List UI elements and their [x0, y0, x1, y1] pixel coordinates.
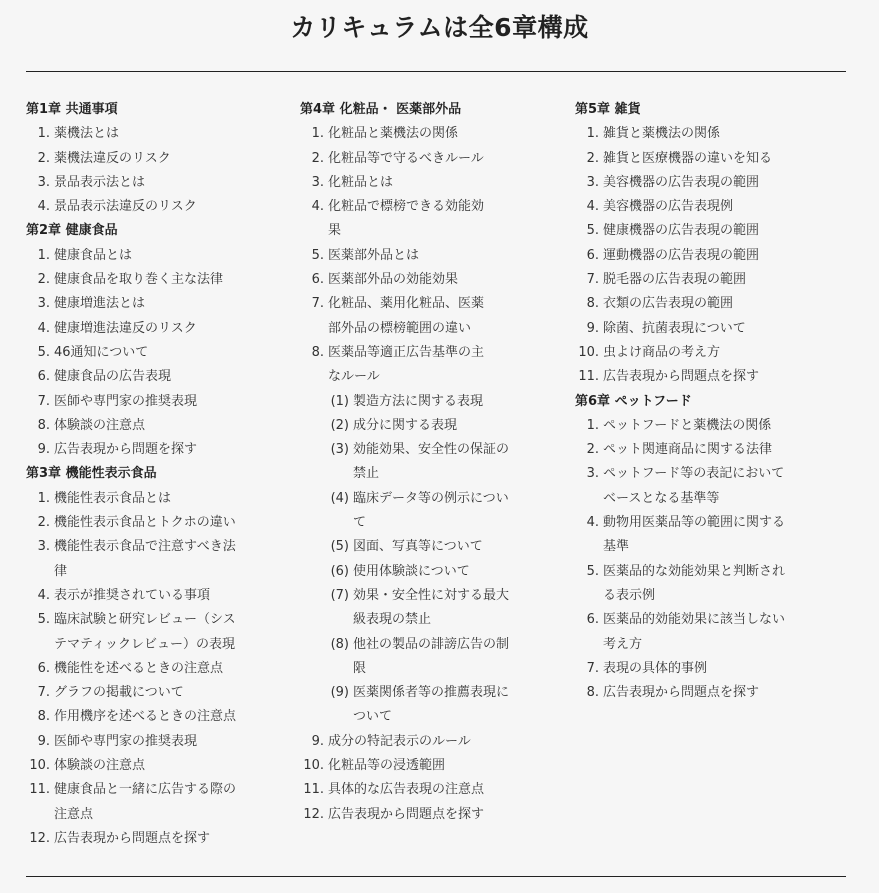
item-number: 4.: [37, 199, 50, 215]
list-item: [300, 730, 520, 754]
sub-item-label: 使用体験談について: [353, 563, 470, 579]
item-label: 除菌、抗菌表現について: [603, 320, 746, 336]
list-item: [300, 195, 520, 244]
list-item: [26, 390, 271, 414]
sub-list-item: [300, 584, 520, 633]
item-number: 4.: [37, 320, 50, 336]
item-number: 4.: [37, 587, 50, 603]
item-label: グラフの掲載について: [54, 685, 184, 701]
item-number: 6.: [37, 369, 50, 385]
item-label: 機能性を述べるときの注意点: [54, 660, 224, 676]
item-label: 広告表現から問題点を探す: [328, 806, 485, 822]
list-item: [575, 122, 795, 146]
item-label: 医師や専門家の推奨表現: [54, 733, 198, 749]
item-label: 化粧品で標榜できる効能効果: [328, 199, 485, 239]
item-number: 1.: [586, 126, 599, 142]
sub-item-label: 図面、写真等について: [353, 539, 483, 555]
item-label: ペットフードと薬機法の関係: [603, 417, 772, 433]
item-label: 健康増進法違反のリスク: [54, 320, 197, 336]
item-number: 11.: [29, 782, 50, 798]
list-item: [26, 195, 271, 219]
item-number: 1.: [37, 126, 50, 142]
item-label: 健康食品の広告表現: [54, 369, 172, 385]
item-number: 3.: [586, 466, 599, 482]
item-number: 2.: [37, 150, 50, 166]
item-label: 表現の具体的事例: [603, 660, 708, 676]
chapter-title: 第1章 共通事項: [26, 102, 118, 117]
item-number: 10.: [303, 758, 324, 774]
item-number: 8.: [311, 344, 324, 360]
item-number: 5.: [37, 344, 50, 360]
item-label: 臨床試験と研究レビュー（システマティックレビュー）の表現: [54, 612, 236, 652]
item-number: 2.: [37, 272, 50, 288]
top-divider: [26, 71, 846, 72]
item-label: 衣類の広告表現の範囲: [603, 296, 734, 312]
list-item: [300, 122, 520, 146]
item-number: 3.: [311, 174, 324, 190]
item-number: 7.: [37, 685, 50, 701]
sub-list-item: [300, 438, 520, 487]
item-label: 景品表示法とは: [54, 174, 146, 190]
list-item: [26, 608, 271, 657]
list-item: [26, 511, 271, 535]
list-item: [26, 244, 271, 268]
sub-item-number: (3): [330, 442, 349, 458]
list-item: [26, 171, 271, 195]
list-item: [26, 754, 271, 778]
item-number: 5.: [586, 563, 599, 579]
list-item: [300, 778, 520, 802]
item-number: 6.: [311, 272, 324, 288]
list-item: [300, 244, 520, 268]
item-label: 健康機器の広告表現の範囲: [603, 223, 760, 239]
list-item: [575, 438, 795, 462]
item-label: 運動機器の広告表現の範囲: [603, 247, 760, 263]
sub-list-item: [300, 633, 520, 682]
list-item: [26, 535, 271, 584]
sub-list-item: [300, 560, 520, 584]
list-item: [300, 292, 520, 341]
item-label: 体験談の注意点: [54, 417, 146, 433]
list-item: [26, 705, 271, 729]
list-item: [26, 778, 271, 827]
item-number: 8.: [586, 685, 599, 701]
item-label: 化粧品と薬機法の関係: [328, 126, 459, 142]
item-label: 美容機器の広告表現の範囲: [603, 174, 760, 190]
list-item: [26, 341, 271, 365]
list-item: [26, 414, 271, 438]
list-item: [26, 657, 271, 681]
sub-list-item: [300, 414, 520, 438]
item-number: 7.: [586, 272, 599, 288]
item-number: 9.: [37, 733, 50, 749]
item-label: 美容機器の広告表現例: [603, 199, 734, 215]
sub-list-item: [300, 681, 520, 730]
item-number: 6.: [586, 247, 599, 263]
list-item: [26, 268, 271, 292]
list-item: [575, 195, 795, 219]
item-label: 医薬部外品とは: [328, 247, 420, 263]
item-number: 10.: [578, 344, 599, 360]
item-label: 健康食品を取り巻く主な法律: [54, 272, 224, 288]
sub-item-number: (9): [330, 685, 349, 701]
item-number: 4.: [586, 199, 599, 215]
item-number: 8.: [586, 296, 599, 312]
item-label: 46通知について: [54, 344, 149, 360]
item-label: 機能性表示食品とは: [54, 490, 172, 506]
list-item: [575, 341, 795, 365]
item-label: 健康食品とは: [54, 247, 133, 263]
item-number: 5.: [586, 223, 599, 239]
list-item: [575, 462, 795, 511]
list-item: [26, 292, 271, 316]
item-number: 8.: [37, 709, 50, 725]
list-item: [300, 803, 520, 827]
item-number: 7.: [586, 660, 599, 676]
item-number: 8.: [37, 417, 50, 433]
item-number: 5.: [311, 247, 324, 263]
item-number: 12.: [29, 830, 50, 846]
item-label: 具体的な広告表現の注意点: [328, 782, 485, 798]
list-item: [575, 171, 795, 195]
item-label: 医薬部外品の効能効果: [328, 272, 459, 288]
list-item: [575, 147, 795, 171]
item-label: 化粧品等で守るべきルール: [328, 150, 484, 166]
list-item: [300, 171, 520, 195]
chapter-title: 第6章 ペットフード: [575, 393, 692, 409]
list-item: [575, 657, 795, 681]
item-label: 雑貨と薬機法の関係: [603, 126, 721, 142]
sub-list-item: [300, 535, 520, 559]
item-label: 作用機序を述べるときの注意点: [54, 709, 237, 725]
list-item: [26, 827, 271, 851]
curriculum-column-1: [26, 98, 271, 851]
chapter-title: 第2章 健康食品: [26, 223, 118, 239]
list-item: [575, 560, 795, 609]
item-label: 脱毛器の広告表現の範囲: [603, 272, 747, 288]
list-item: [300, 147, 520, 171]
sub-item-number: (4): [330, 490, 349, 506]
item-number: 1.: [586, 417, 599, 433]
list-item: [575, 681, 795, 705]
item-label: 医薬品的な効能効果と判断される表示例: [603, 563, 786, 603]
item-label: 医薬品的効能効果に該当しない考え方: [603, 612, 786, 652]
list-item: [575, 365, 795, 389]
list-item: [26, 438, 271, 462]
item-label: 薬機法違反のリスク: [54, 150, 171, 166]
sub-list-item: [300, 487, 520, 536]
chapter-title: 第5章 雑貨: [575, 102, 641, 117]
sub-item-label: 臨床データ等の例示について: [353, 490, 509, 531]
item-label: 化粧品等の浸透範囲: [328, 758, 446, 774]
item-number: 3.: [37, 296, 50, 312]
item-label: 広告表現から問題点を探す: [54, 830, 211, 846]
list-item: [26, 681, 271, 705]
curriculum-column-2: [300, 98, 520, 827]
item-number: 1.: [37, 490, 50, 506]
item-number: 1.: [37, 247, 50, 263]
item-label: 広告表現から問題点を探す: [603, 369, 760, 385]
item-label: 景品表示法違反のリスク: [54, 199, 197, 215]
item-number: 1.: [311, 126, 324, 142]
item-label: 健康食品と一緒に広告する際の注意点: [54, 782, 237, 822]
item-number: 4.: [311, 199, 324, 215]
item-label: 健康増進法とは: [54, 296, 146, 312]
sub-item-label: 他社の製品の誹謗広告の制限: [353, 636, 510, 676]
item-label: 薬機法とは: [54, 126, 120, 142]
item-number: 7.: [311, 296, 324, 312]
item-number: 10.: [29, 758, 50, 774]
list-item: [26, 122, 271, 146]
sub-item-number: (5): [330, 539, 349, 555]
item-label: 雑貨と医療機器の違いを知る: [603, 150, 773, 166]
item-label: 虫よけ商品の考え方: [603, 344, 721, 360]
bottom-divider: [26, 876, 846, 877]
item-label: 化粧品とは: [328, 174, 394, 190]
sub-item-label: 製造方法に関する表現: [353, 393, 484, 409]
list-item: [26, 317, 271, 341]
sub-item-number: (1): [330, 393, 349, 409]
list-item: [575, 511, 795, 560]
sub-item-label: 医薬関係者等の推薦表現について: [353, 685, 510, 725]
item-label: 機能性表示食品とトクホの違い: [54, 515, 236, 531]
item-number: 7.: [37, 393, 50, 409]
item-number: 2.: [586, 150, 599, 166]
sub-item-number: (7): [330, 587, 349, 603]
list-item: [575, 219, 795, 243]
list-item: [26, 147, 271, 171]
item-label: 広告表現から問題点を探す: [603, 685, 760, 701]
chapter-title: 第4章 化粧品・ 医薬部外品: [300, 102, 462, 117]
item-number: 5.: [37, 612, 50, 628]
item-label: 表示が推奨されている事項: [54, 587, 211, 603]
item-number: 12.: [303, 806, 324, 822]
item-label: 化粧品、薬用化粧品、医薬部外品の標榜範囲の違い: [328, 296, 485, 336]
item-number: 2.: [37, 515, 50, 531]
item-number: 2.: [311, 150, 324, 166]
item-label: 動物用医薬品等の範囲に関する基準: [603, 515, 786, 555]
list-item: [26, 365, 271, 389]
list-item: [26, 730, 271, 754]
item-number: 9.: [311, 733, 324, 749]
list-item: [575, 608, 795, 657]
list-item: [575, 292, 795, 316]
item-number: 4.: [586, 515, 599, 531]
item-label: 医師や専門家の推奨表現: [54, 393, 198, 409]
item-label: 成分の特記表示のルール: [328, 733, 471, 749]
item-label: 機能性表示食品で注意すべき法律: [54, 539, 236, 579]
list-item: [575, 414, 795, 438]
item-label: ペット関連商品に関する法律: [603, 442, 773, 458]
item-number: 9.: [37, 442, 50, 458]
item-label: 医薬品等適正広告基準の主なルール: [328, 344, 485, 385]
item-number: 9.: [586, 320, 599, 336]
list-item: [300, 341, 520, 390]
list-item: [300, 268, 520, 292]
sub-item-label: 効果・安全性に対する最大級表現の禁止: [353, 587, 510, 628]
item-number: 6.: [586, 612, 599, 628]
list-item: [26, 487, 271, 511]
item-label: ペットフード等の表記においてベースとなる基準等: [603, 466, 785, 506]
list-item: [575, 317, 795, 341]
sub-item-label: 効能効果、安全性の保証の禁止: [353, 442, 510, 482]
item-number: 3.: [37, 174, 50, 190]
sub-item-number: (6): [330, 563, 349, 579]
item-label: 体験談の注意点: [54, 758, 146, 774]
item-number: 11.: [578, 369, 599, 385]
sub-item-number: (2): [330, 417, 349, 433]
item-number: 3.: [586, 174, 599, 190]
item-number: 6.: [37, 660, 50, 676]
list-item: [26, 584, 271, 608]
item-number: 3.: [37, 539, 50, 555]
page-title: カリキュラムは全6章構成: [290, 13, 589, 42]
item-number: 11.: [303, 782, 324, 798]
item-number: 2.: [586, 442, 599, 458]
list-item: [300, 754, 520, 778]
sub-list-item: [300, 390, 520, 414]
list-item: [575, 244, 795, 268]
list-item: [575, 268, 795, 292]
chapter-title: 第3章 機能性表示食品: [26, 466, 157, 482]
item-label: 広告表現から問題を探す: [54, 442, 198, 458]
curriculum-column-3: [575, 98, 795, 705]
sub-item-number: (8): [330, 636, 349, 652]
sub-item-label: 成分に関する表現: [353, 417, 458, 433]
